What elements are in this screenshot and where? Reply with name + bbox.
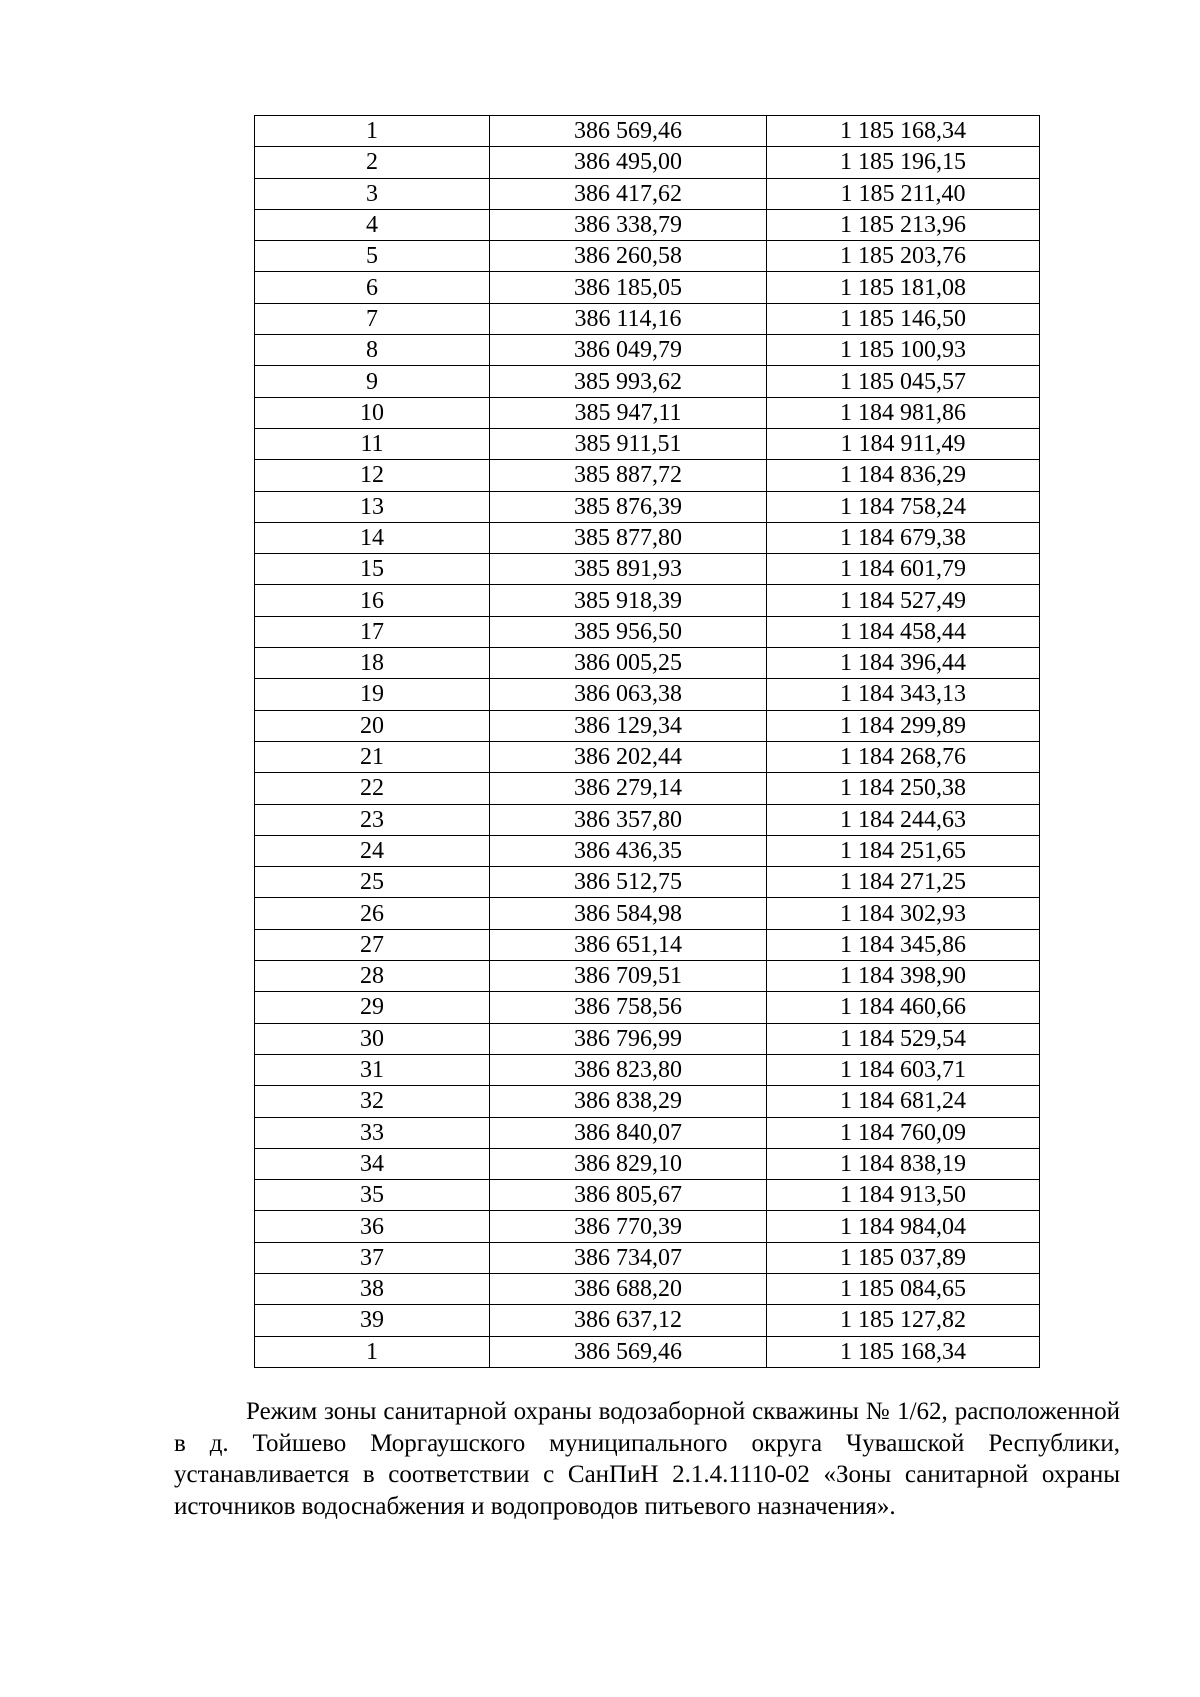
point-number-cell: 22 xyxy=(255,773,490,804)
table-row xyxy=(255,397,1040,428)
point-number-cell: 29 xyxy=(255,992,490,1023)
y-coordinate-cell: 1 184 299,89 xyxy=(767,710,1040,741)
point-number-cell: 10 xyxy=(255,397,490,428)
y-coordinate-cell: 1 184 984,04 xyxy=(767,1211,1040,1242)
x-coordinate-cell: 386 584,98 xyxy=(490,898,767,929)
y-coordinate-cell: 1 184 460,66 xyxy=(767,992,1040,1023)
table-row xyxy=(255,741,1040,772)
point-number-cell: 31 xyxy=(255,1054,490,1085)
y-coordinate-cell: 1 184 981,86 xyxy=(767,397,1040,428)
table-row xyxy=(255,1305,1040,1336)
table-row xyxy=(255,460,1040,491)
x-coordinate-cell: 386 005,25 xyxy=(490,648,767,679)
table-row xyxy=(255,1242,1040,1273)
x-coordinate-cell: 386 637,12 xyxy=(490,1305,767,1336)
point-number-cell: 32 xyxy=(255,1086,490,1117)
point-number-cell: 8 xyxy=(255,335,490,366)
x-coordinate-cell: 386 838,29 xyxy=(490,1086,767,1117)
table-row xyxy=(255,1086,1040,1117)
x-coordinate-cell: 385 947,11 xyxy=(490,397,767,428)
point-number-cell: 13 xyxy=(255,491,490,522)
table-row xyxy=(255,773,1040,804)
x-coordinate-cell: 386 185,05 xyxy=(490,272,767,303)
y-coordinate-cell: 1 184 527,49 xyxy=(767,585,1040,616)
x-coordinate-cell: 386 709,51 xyxy=(490,961,767,992)
y-coordinate-cell: 1 185 100,93 xyxy=(767,335,1040,366)
table-row xyxy=(255,1336,1040,1367)
point-number-cell: 11 xyxy=(255,428,490,459)
y-coordinate-cell: 1 184 343,13 xyxy=(767,679,1040,710)
point-number-cell: 23 xyxy=(255,804,490,835)
y-coordinate-cell: 1 184 345,86 xyxy=(767,929,1040,960)
y-coordinate-cell: 1 184 911,49 xyxy=(767,428,1040,459)
table-row xyxy=(255,992,1040,1023)
table-row xyxy=(255,648,1040,679)
table-row xyxy=(255,1148,1040,1179)
point-number-cell: 37 xyxy=(255,1242,490,1273)
x-coordinate-cell: 386 569,46 xyxy=(490,1336,767,1367)
table-row xyxy=(255,710,1040,741)
y-coordinate-cell: 1 184 601,79 xyxy=(767,554,1040,585)
point-number-cell: 27 xyxy=(255,929,490,960)
y-coordinate-cell: 1 184 603,71 xyxy=(767,1054,1040,1085)
table-row xyxy=(255,303,1040,334)
table-row xyxy=(255,116,1040,147)
y-coordinate-cell: 1 184 760,09 xyxy=(767,1117,1040,1148)
y-coordinate-cell: 1 185 168,34 xyxy=(767,116,1040,147)
point-number-cell: 6 xyxy=(255,272,490,303)
point-number-cell: 16 xyxy=(255,585,490,616)
x-coordinate-cell: 386 805,67 xyxy=(490,1180,767,1211)
table-row xyxy=(255,804,1040,835)
point-number-cell: 1 xyxy=(255,1336,490,1367)
x-coordinate-cell: 386 063,38 xyxy=(490,679,767,710)
table-row xyxy=(255,366,1040,397)
y-coordinate-cell: 1 185 084,65 xyxy=(767,1273,1040,1304)
point-number-cell: 9 xyxy=(255,366,490,397)
table-row xyxy=(255,1180,1040,1211)
table-row xyxy=(255,272,1040,303)
coordinates-table xyxy=(254,115,1040,1368)
point-number-cell: 15 xyxy=(255,554,490,585)
point-number-cell: 26 xyxy=(255,898,490,929)
table-row xyxy=(255,929,1040,960)
coordinates-table-body xyxy=(255,116,1040,1368)
y-coordinate-cell: 1 184 396,44 xyxy=(767,648,1040,679)
x-coordinate-cell: 385 918,39 xyxy=(490,585,767,616)
table-row xyxy=(255,1054,1040,1085)
x-coordinate-cell: 385 993,62 xyxy=(490,366,767,397)
table-row xyxy=(255,1023,1040,1054)
x-coordinate-cell: 386 202,44 xyxy=(490,741,767,772)
x-coordinate-cell: 386 417,62 xyxy=(490,178,767,209)
y-coordinate-cell: 1 185 196,15 xyxy=(767,147,1040,178)
table-row xyxy=(255,209,1040,240)
point-number-cell: 34 xyxy=(255,1148,490,1179)
table-row xyxy=(255,835,1040,866)
y-coordinate-cell: 1 184 271,25 xyxy=(767,867,1040,898)
table-row xyxy=(255,616,1040,647)
y-coordinate-cell: 1 185 037,89 xyxy=(767,1242,1040,1273)
point-number-cell: 21 xyxy=(255,741,490,772)
y-coordinate-cell: 1 185 168,34 xyxy=(767,1336,1040,1367)
point-number-cell: 3 xyxy=(255,178,490,209)
x-coordinate-cell: 386 495,00 xyxy=(490,147,767,178)
table-row xyxy=(255,1273,1040,1304)
point-number-cell: 2 xyxy=(255,147,490,178)
point-number-cell: 14 xyxy=(255,522,490,553)
table-row xyxy=(255,961,1040,992)
point-number-cell: 20 xyxy=(255,710,490,741)
point-number-cell: 39 xyxy=(255,1305,490,1336)
x-coordinate-cell: 386 436,35 xyxy=(490,835,767,866)
y-coordinate-cell: 1 184 681,24 xyxy=(767,1086,1040,1117)
table-row xyxy=(255,1211,1040,1242)
y-coordinate-cell: 1 184 244,63 xyxy=(767,804,1040,835)
point-number-cell: 19 xyxy=(255,679,490,710)
point-number-cell: 1 xyxy=(255,116,490,147)
x-coordinate-cell: 386 512,75 xyxy=(490,867,767,898)
y-coordinate-cell: 1 185 211,40 xyxy=(767,178,1040,209)
x-coordinate-cell: 386 758,56 xyxy=(490,992,767,1023)
point-number-cell: 36 xyxy=(255,1211,490,1242)
y-coordinate-cell: 1 185 045,57 xyxy=(767,366,1040,397)
point-number-cell: 38 xyxy=(255,1273,490,1304)
y-coordinate-cell: 1 184 529,54 xyxy=(767,1023,1040,1054)
x-coordinate-cell: 386 357,80 xyxy=(490,804,767,835)
y-coordinate-cell: 1 185 146,50 xyxy=(767,303,1040,334)
x-coordinate-cell: 386 338,79 xyxy=(490,209,767,240)
y-coordinate-cell: 1 184 679,38 xyxy=(767,522,1040,553)
table-row xyxy=(255,585,1040,616)
point-number-cell: 18 xyxy=(255,648,490,679)
sanitary-zone-paragraph: Режим зоны санитарной охраны водозаборной скважины № 1/62, расположенной в д. Тойшево Моргаушского муниципального округа Чувашской Республики, устанавливается в соответствии с СанПиН 2.1.4.1110-02 «Зоны санитарной охраны источников водоснабжения и водопроводов питьевого назначения». xyxy=(174,1398,1120,1520)
point-number-cell: 17 xyxy=(255,616,490,647)
point-number-cell: 35 xyxy=(255,1180,490,1211)
table-row xyxy=(255,867,1040,898)
point-number-cell: 33 xyxy=(255,1117,490,1148)
x-coordinate-cell: 385 911,51 xyxy=(490,428,767,459)
table-row xyxy=(255,1117,1040,1148)
y-coordinate-cell: 1 184 251,65 xyxy=(767,835,1040,866)
point-number-cell: 25 xyxy=(255,867,490,898)
table-row xyxy=(255,335,1040,366)
y-coordinate-cell: 1 184 838,19 xyxy=(767,1148,1040,1179)
x-coordinate-cell: 386 770,39 xyxy=(490,1211,767,1242)
x-coordinate-cell: 386 840,07 xyxy=(490,1117,767,1148)
x-coordinate-cell: 385 877,80 xyxy=(490,522,767,553)
x-coordinate-cell: 386 823,80 xyxy=(490,1054,767,1085)
x-coordinate-cell: 386 734,07 xyxy=(490,1242,767,1273)
y-coordinate-cell: 1 184 250,38 xyxy=(767,773,1040,804)
y-coordinate-cell: 1 184 398,90 xyxy=(767,961,1040,992)
table-row xyxy=(255,554,1040,585)
x-coordinate-cell: 386 049,79 xyxy=(490,335,767,366)
table-row xyxy=(255,178,1040,209)
point-number-cell: 24 xyxy=(255,835,490,866)
point-number-cell: 28 xyxy=(255,961,490,992)
x-coordinate-cell: 385 956,50 xyxy=(490,616,767,647)
table-row xyxy=(255,491,1040,522)
y-coordinate-cell: 1 184 758,24 xyxy=(767,491,1040,522)
x-coordinate-cell: 386 129,34 xyxy=(490,710,767,741)
x-coordinate-cell: 386 796,99 xyxy=(490,1023,767,1054)
x-coordinate-cell: 386 688,20 xyxy=(490,1273,767,1304)
y-coordinate-cell: 1 185 213,96 xyxy=(767,209,1040,240)
point-number-cell: 12 xyxy=(255,460,490,491)
x-coordinate-cell: 386 279,14 xyxy=(490,773,767,804)
table-row xyxy=(255,147,1040,178)
x-coordinate-cell: 385 876,39 xyxy=(490,491,767,522)
point-number-cell: 7 xyxy=(255,303,490,334)
point-number-cell: 5 xyxy=(255,241,490,272)
table-row xyxy=(255,679,1040,710)
x-coordinate-cell: 386 260,58 xyxy=(490,241,767,272)
x-coordinate-cell: 386 569,46 xyxy=(490,116,767,147)
y-coordinate-cell: 1 185 181,08 xyxy=(767,272,1040,303)
table-row xyxy=(255,522,1040,553)
x-coordinate-cell: 385 887,72 xyxy=(490,460,767,491)
y-coordinate-cell: 1 184 268,76 xyxy=(767,741,1040,772)
y-coordinate-cell: 1 184 302,93 xyxy=(767,898,1040,929)
table-row xyxy=(255,241,1040,272)
point-number-cell: 30 xyxy=(255,1023,490,1054)
y-coordinate-cell: 1 184 458,44 xyxy=(767,616,1040,647)
x-coordinate-cell: 386 114,16 xyxy=(490,303,767,334)
x-coordinate-cell: 385 891,93 xyxy=(490,554,767,585)
y-coordinate-cell: 1 184 836,29 xyxy=(767,460,1040,491)
x-coordinate-cell: 386 829,10 xyxy=(490,1148,767,1179)
x-coordinate-cell: 386 651,14 xyxy=(490,929,767,960)
y-coordinate-cell: 1 184 913,50 xyxy=(767,1180,1040,1211)
point-number-cell: 4 xyxy=(255,209,490,240)
table-row xyxy=(255,428,1040,459)
y-coordinate-cell: 1 185 127,82 xyxy=(767,1305,1040,1336)
table-row xyxy=(255,898,1040,929)
y-coordinate-cell: 1 185 203,76 xyxy=(767,241,1040,272)
